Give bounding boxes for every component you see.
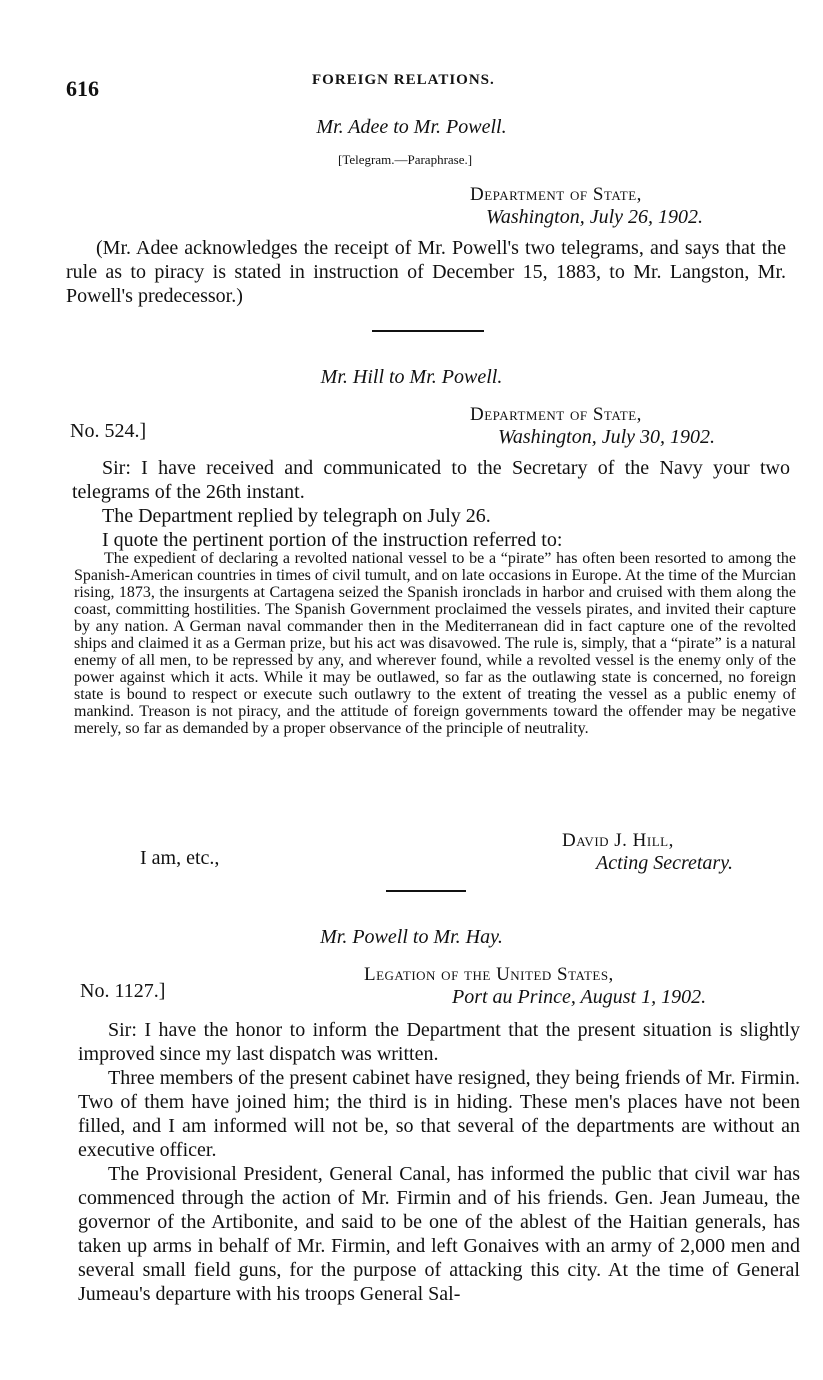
letter2-signer-title: Acting Secretary. bbox=[596, 852, 733, 874]
paragraph: The Department replied by telegraph on July 26. bbox=[102, 505, 491, 527]
letter2-quote: The expedient of declaring a revolted national vessel to be a “pirate” has often been resorted to among the Spanish-American countries in times of civil tumult, and on late occasions in Europe. At the time of the Murcian rising, 1873, the insurgents at Cartagena seized the Spanish ironclads in harbor and cruised with them along the coast, committing hostilities. The Spanish Government proclaimed the vessels pirates, and invited their capture by any nation. A German naval commander then in the Mediterranean did in fact capture one of the revolted ships and claimed it as a German prize, but his act was disavowed. The rule is, simply, that a “pirate” is a natural enemy of all men, to be repressed by any, and wherever found, while a revolted vessel is the enemy only of the power against which it acts. While it may be outlawed, so far as the outlawing state is concerned, no foreign state is bound to respect or execute such outlawry to the extent of treating the vessel as a public enemy of mankind. Treason is not piracy, and the attitude of foreign governments toward the offender may be negative merely, so far as demanded by a proper observance of the principle of neutrality. bbox=[74, 550, 796, 737]
letter1-heading: Mr. Adee to Mr. Powell. bbox=[316, 116, 507, 138]
paragraph: I quote the pertinent portion of the instruction referred to: bbox=[102, 529, 563, 551]
letter3-place-date: Port au Prince, August 1, 1902. bbox=[452, 986, 707, 1008]
letter3-heading: Mr. Powell to Mr. Hay. bbox=[320, 926, 503, 948]
letter2-place-date: Washington, July 30, 1902. bbox=[498, 426, 716, 448]
divider bbox=[386, 890, 466, 892]
divider bbox=[372, 330, 484, 332]
paragraph: Sir: I have received and communicated to the Secretary of the Navy your two telegrams of the 26th instant. bbox=[72, 457, 790, 503]
section-title: FOREIGN RELATIONS. bbox=[312, 72, 495, 88]
letter1-body: (Mr. Adee acknowledges the receipt of Mr. Powell's two telegrams, and says that the rule as to piracy is stated in instruction of December 15, 1883, to Mr. Langston, Mr. Powell's predecessor.) bbox=[66, 237, 786, 307]
paragraph: Sir: I have the honor to inform the Department that the present situation is slightly improved since my last dispatch was written. bbox=[78, 1019, 800, 1065]
letter2-body bbox=[72, 456, 790, 552]
letter1-place-date: Washington, July 26, 1902. bbox=[486, 206, 704, 228]
letter2-closing: I am, etc., bbox=[140, 847, 220, 869]
letter2-signer: David J. Hill, bbox=[562, 830, 674, 851]
letter1-note: [Telegram.—Paraphrase.] bbox=[338, 152, 473, 167]
letter2-number: No. 524.] bbox=[70, 420, 147, 442]
letter2-dept: Department of State, bbox=[470, 404, 642, 425]
letter3-number: No. 1127.] bbox=[80, 980, 166, 1002]
paragraph: The Provisional President, General Canal, has informed the public that civil war has commenced through the action of Mr. Firmin and of his friends. Gen. Jean Jumeau, the governor of the Artibonite, and said to be one of the ablest of the Haitian generals, has taken up arms in behalf of Mr. Firmin, and left Gonaives with an army of 2,000 men and several small field guns, for the purpose of attacking this city. At the time of General Jumeau's departure with his troops General Sal- bbox=[78, 1163, 800, 1305]
letter2-heading: Mr. Hill to Mr. Powell. bbox=[320, 366, 503, 388]
letter3-body bbox=[78, 1018, 800, 1306]
paragraph: Three members of the present cabinet have resigned, they being friends of Mr. Firmin. Two of them have joined him; the third is in hiding. These men's places have not been filled, and I am informed will not be, so that several of the departments are without an executive officer. bbox=[78, 1067, 800, 1161]
page-number: 616 bbox=[66, 76, 99, 101]
letter3-dept: Legation of the United States, bbox=[364, 964, 614, 985]
letter1-dept: Department of State, bbox=[470, 184, 642, 205]
